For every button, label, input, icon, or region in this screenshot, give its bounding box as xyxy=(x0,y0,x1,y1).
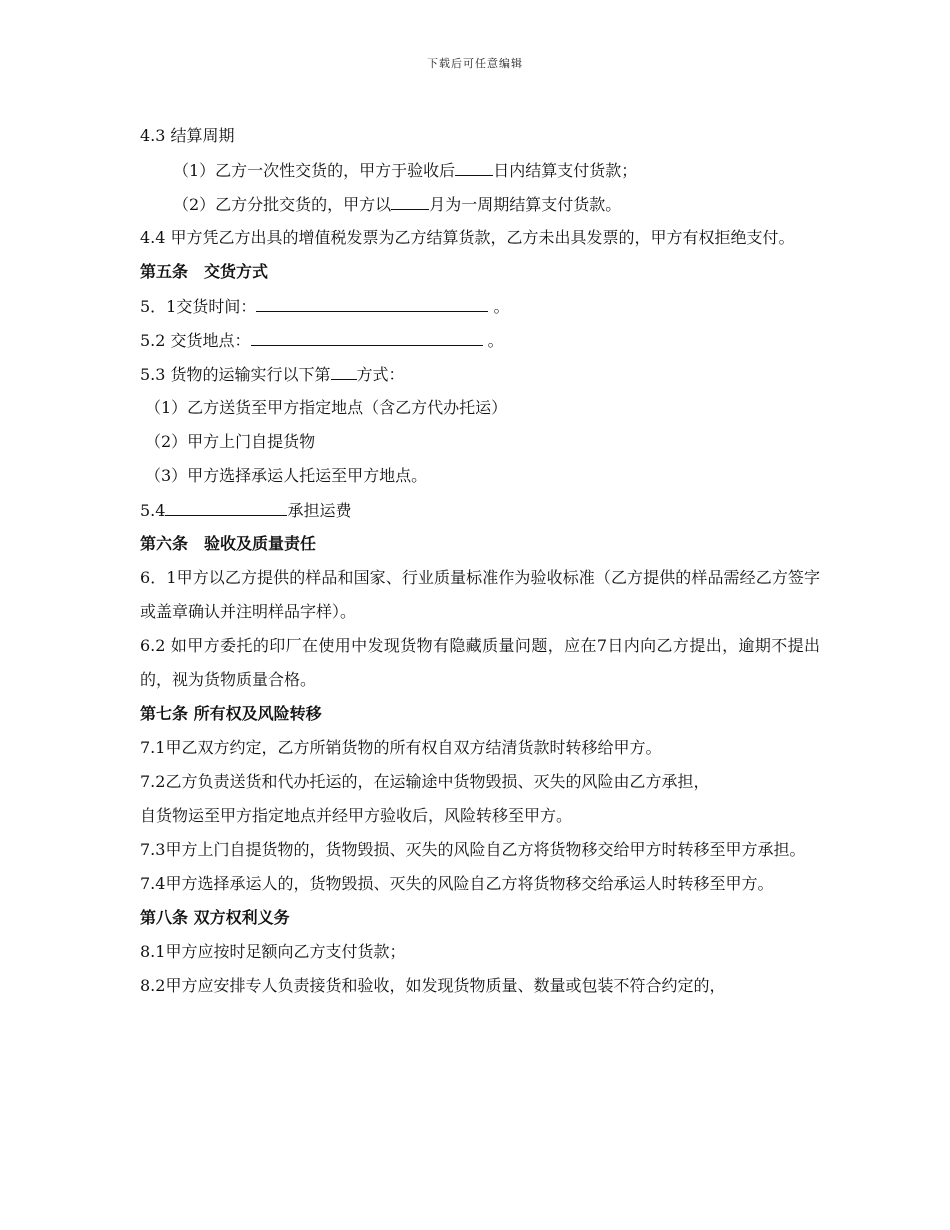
clause-text: 承担运费 xyxy=(287,501,352,520)
clause-4-3: 4.3 结算周期 xyxy=(140,126,235,145)
clause-7-2: 7.2乙方负责送货和代办托运的，在运输途中货物毁损、灭失的风险由乙方承担， xyxy=(140,772,710,791)
fill-blank[interactable] xyxy=(251,323,483,346)
clause-text: 5.2 交货地点： xyxy=(140,331,251,350)
clause-8-2: 8.2甲方应安排专人负责接货和验收，如发现货物质量、数量或包装不符合约定的， xyxy=(140,976,726,995)
clause-5-3-option-3: （3）甲方选择承运人托运至甲方地点。 xyxy=(145,466,428,485)
clause-5-2 xyxy=(140,323,820,357)
clause-text: 。 xyxy=(482,331,504,350)
clause-text: 。 xyxy=(488,297,510,316)
clause-4-3-item-2 xyxy=(140,187,820,221)
fill-blank[interactable] xyxy=(391,187,429,210)
clause-5-3-option-2: （2）甲方上门自提货物 xyxy=(145,432,316,451)
clause-text: 5.4 xyxy=(140,501,166,520)
clause-8-1: 8.1甲方应按时足额向乙方支付货款； xyxy=(140,942,406,961)
clause-4-4: 4.4 甲方凭乙方出具的增值税发票为乙方结算货款，乙方未出具发票的，甲方有权拒绝支付。 xyxy=(140,228,795,247)
clause-5-1 xyxy=(140,289,820,323)
clause-text: 日内结算支付货款； xyxy=(493,161,638,180)
section-6-title: 第六条 验收及质量责任 xyxy=(140,534,317,553)
fill-blank[interactable] xyxy=(165,493,287,516)
clause-text: 5.3 货物的运输实行以下第 xyxy=(140,365,331,384)
clause-7-3: 7.3甲方上门自提货物的，货物毁损、灭失的风险自乙方将货物移交给甲方时转移至甲方承担。 xyxy=(140,840,806,859)
fill-blank[interactable] xyxy=(256,289,488,312)
clause-5-3-option-1: （1）乙方送货至甲方指定地点（含乙方代办托运） xyxy=(145,398,508,417)
clause-text: 月为一周期结算支付货款。 xyxy=(429,195,622,214)
clause-7-4: 7.4甲方选择承运人的，货物毁损、灭失的风险自乙方将货物移交给承运人时转移至甲方。 xyxy=(140,874,774,893)
clause-text: （1）乙方一次性交货的，甲方于验收后 xyxy=(173,161,456,180)
fill-blank[interactable] xyxy=(455,153,493,176)
section-5-title: 第五条 交货方式 xyxy=(140,262,269,281)
clause-7-2-cont: 自货物运至甲方指定地点并经甲方验收后，风险转移至甲方。 xyxy=(140,806,573,825)
fill-blank[interactable] xyxy=(331,357,357,380)
clause-5-4 xyxy=(140,493,820,527)
page-header: 下载后可任意编辑 xyxy=(427,57,523,70)
clause-text: 方式： xyxy=(356,365,405,384)
clause-6-1: 6．1甲方以乙方提供的样品和国家、行业质量标准作为验收标准（乙方提供的样品需经乙方签字或盖章确认并注明样品字样）。 xyxy=(140,568,820,621)
clause-5-3 xyxy=(140,357,820,391)
clause-text: 5．1交货时间： xyxy=(140,297,257,316)
clause-4-3-item-1 xyxy=(140,153,820,187)
section-8-title: 第八条 双方权利义务 xyxy=(140,908,290,927)
document-body xyxy=(140,119,820,1003)
section-7-title: 第七条 所有权及风险转移 xyxy=(140,704,322,723)
clause-text: （2）乙方分批交货的，甲方以 xyxy=(173,195,392,214)
clause-7-1: 7.1甲乙双方约定，乙方所销货物的所有权自双方结清货款时转移给甲方。 xyxy=(140,738,662,757)
clause-6-2: 6.2 如甲方委托的印厂在使用中发现货物有隐藏质量问题，应在7日内向乙方提出，逾期不提出的，视为货物质量合格。 xyxy=(140,636,820,689)
